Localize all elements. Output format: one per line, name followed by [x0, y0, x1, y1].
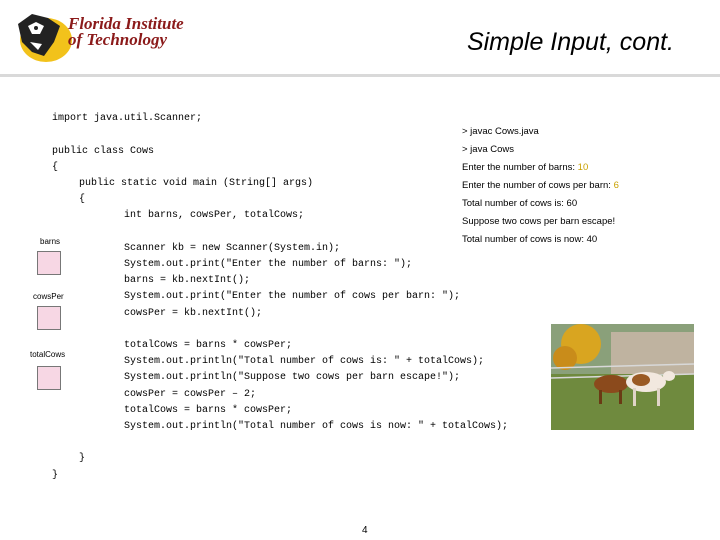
code-line: System.out.println("Total number of cows is: " + totalCows); [124, 356, 485, 367]
console-line [462, 180, 619, 191]
console-line: > java Cows [462, 144, 515, 155]
console-line: > javac Cows.java [462, 126, 539, 137]
logo-text [68, 16, 184, 48]
code-line: { [79, 194, 86, 205]
variable-box [37, 306, 61, 330]
code-line: cowsPer = cowsPer – 2; [124, 389, 257, 400]
code-line: import java.util.Scanner; [52, 113, 203, 124]
logo-line-1: Florida Institute [68, 14, 184, 33]
console-prompt: Enter the number of cows per barn: [462, 180, 614, 191]
variable-label: barns [40, 237, 61, 246]
code-line: totalCows = barns * cowsPer; [124, 340, 293, 351]
variable-label: totalCows [30, 350, 66, 359]
code-line: public class Cows [52, 146, 155, 157]
console-prompt: Enter the number of barns: [462, 162, 578, 173]
user-input-value: 6 [613, 180, 619, 191]
code-line: barns = kb.nextInt(); [124, 275, 251, 286]
header-divider [0, 74, 720, 77]
code-line: } [52, 470, 59, 481]
slide-title: Simple Input, cont. [466, 28, 674, 56]
console-line [462, 162, 588, 173]
code-line: public static void main (String[] args) [79, 178, 314, 189]
user-input-value: 10 [577, 162, 589, 173]
code-line: int barns, cowsPer, totalCows; [124, 210, 305, 221]
cows-photo [551, 324, 694, 430]
panther-logo-icon [14, 12, 74, 64]
variable-label: cowsPer [33, 292, 64, 301]
code-line: Scanner kb = new Scanner(System.in); [124, 243, 341, 254]
page-number: 4 [362, 525, 368, 536]
console-line: Total number of cows is now: 40 [462, 234, 598, 245]
console-line: Suppose two cows per barn escape! [462, 216, 616, 227]
code-line: } [79, 453, 86, 464]
code-line: cowsPer = kb.nextInt(); [124, 308, 263, 319]
variable-box [37, 251, 61, 275]
code-line: System.out.print("Enter the number of cows per barn: "); [124, 291, 461, 302]
logo-line-2: of Technology [68, 30, 168, 49]
variable-box [37, 366, 61, 390]
code-line: totalCows = barns * cowsPer; [124, 405, 293, 416]
console-line: Total number of cows is: 60 [462, 198, 578, 209]
code-line: System.out.println("Suppose two cows per barn escape!"); [124, 372, 461, 383]
code-line: { [52, 162, 59, 173]
code-line: System.out.print("Enter the number of barns: "); [124, 259, 413, 270]
code-line: System.out.println("Total number of cows is now: " + totalCows); [124, 421, 509, 432]
